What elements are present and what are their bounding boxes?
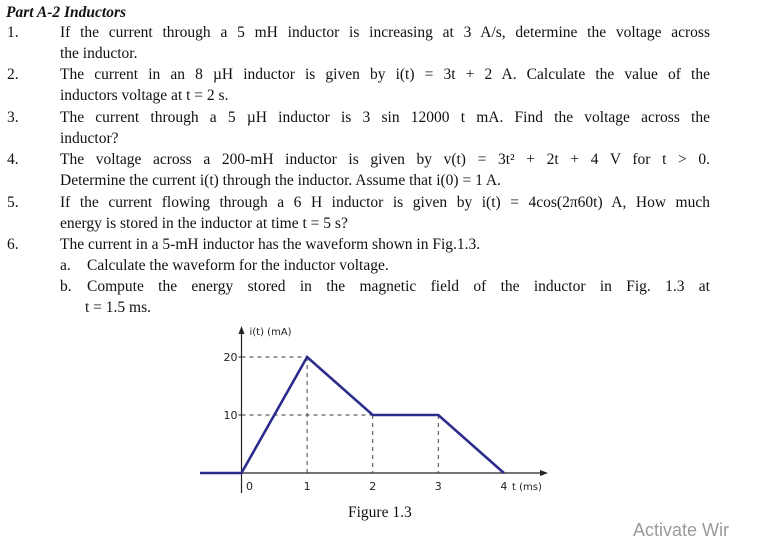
question-text-line: If the current flowing through a 6 H inductor is given by i(t) = 4cos(2π60t) A, How much <box>60 194 710 211</box>
question-text-line: The current in a 5-mH inductor has the waveform shown in Fig.1.3. <box>60 236 481 253</box>
x-axis-label: t (ms) <box>512 482 542 493</box>
x-tick-label: 0 <box>246 480 253 493</box>
x-tick-label: 1 <box>303 480 311 493</box>
item-number: 3. <box>7 109 19 126</box>
question-text-line: inductors voltage at t = 2 s. <box>60 87 229 104</box>
x-tick-label: 3 <box>434 480 442 493</box>
x-tick-label: 2 <box>369 480 377 493</box>
question-text-line: energy is stored in the inductor at time t = 5 s? <box>60 215 348 232</box>
x-axis-arrow-icon <box>540 470 548 476</box>
subitem-label: a. <box>60 257 71 274</box>
figure-caption: Figure 1.3 <box>348 504 412 521</box>
figure-1-3-chart <box>200 320 570 500</box>
activate-windows-watermark: Activate Wir <box>633 520 730 540</box>
question-text-line: The current through a 5 µH inductor is 3 sin 12000 t mA. Find the voltage across the <box>60 109 710 126</box>
item-number: 4. <box>7 151 19 168</box>
question-text-line: inductor? <box>60 130 119 147</box>
question-text-line: the inductor. <box>60 45 138 62</box>
current-waveform-line <box>200 357 504 473</box>
y-tick-label: 10 <box>223 409 238 422</box>
subitem-text-line: t = 1.5 ms. <box>85 299 152 316</box>
y-axis-label: i(t) (mA) <box>249 327 292 338</box>
subitem-text-line: Calculate the waveform for the inductor voltage. <box>87 257 389 274</box>
question-text-line: Determine the current i(t) through the inductor. Assume that i(0) = 1 A. <box>60 172 501 189</box>
question-text-line: The voltage across a 200-mH inductor is given by v(t) = 3t² + 2t + 4 V for t > 0. <box>60 151 710 168</box>
y-tick-label: 20 <box>223 351 238 364</box>
question-text-line: The current in an 8 µH inductor is given by i(t) = 3t + 2 A. Calculate the value of the <box>60 66 710 83</box>
item-number: 6. <box>7 236 19 253</box>
item-number: 5. <box>7 194 19 211</box>
subitem-label: b. <box>60 278 72 295</box>
question-text-line: If the current through a 5 mH inductor is increasing at 3 A/s, determine the voltage across <box>60 24 710 41</box>
section-title: Part A-2 Inductors <box>6 4 127 21</box>
subitem-text-line: Compute the energy stored in the magnetic field of the inductor in Fig. 1.3 at <box>87 278 710 295</box>
item-number: 2. <box>7 66 19 83</box>
x-tick-label: 4 <box>500 480 508 493</box>
item-number: 1. <box>7 24 19 41</box>
y-axis-arrow-icon <box>239 326 245 334</box>
